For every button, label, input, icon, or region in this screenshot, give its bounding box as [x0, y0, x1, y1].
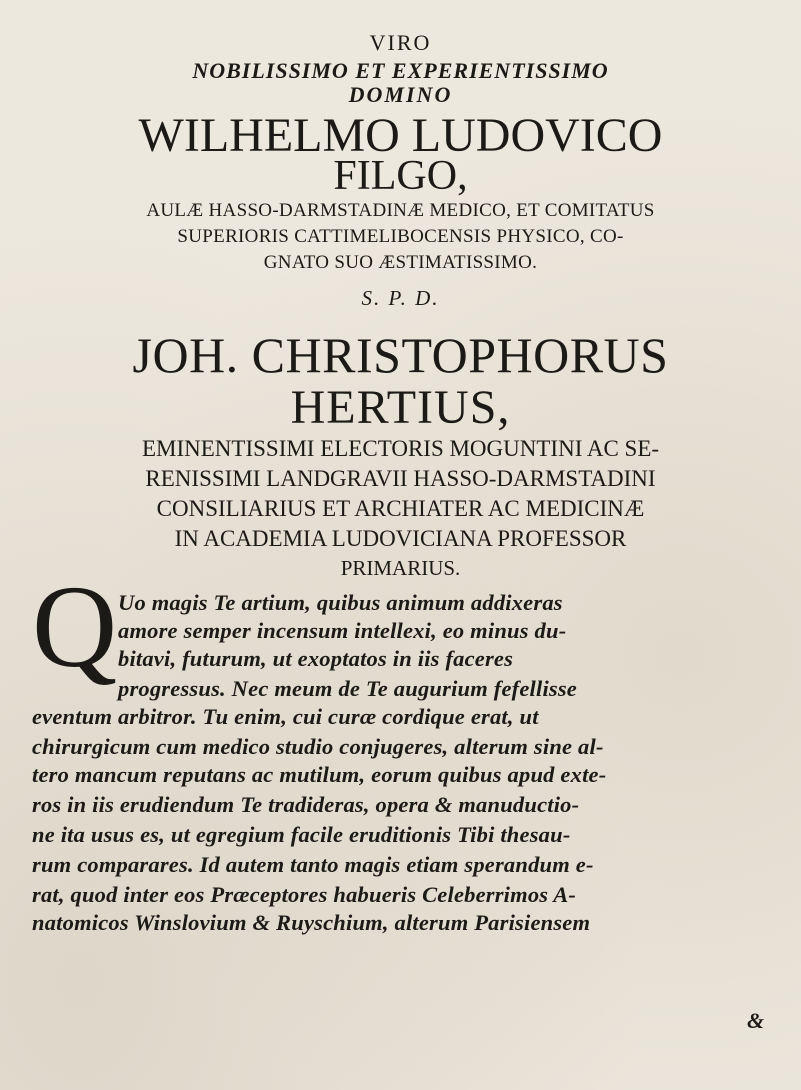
dedicatee-name: WILHELMO LUDOVICO [138, 109, 663, 162]
letter-line: progressus. Nec meum de Te augurium fefellisse [118, 676, 577, 701]
author-surname: HERTIUS, [290, 381, 511, 434]
letter-line: Uo magis Te artium, quibus animum addixeras [118, 590, 563, 615]
author-title-line-2: RENISSIMI LANDGRAVII HASSO-DARMSTADINI [145, 466, 656, 491]
letter-line: ne ita usus es, ut egregium facile eruditionis Tibi thesau- [32, 822, 571, 847]
dedicatee-title-line-1: AULÆ HASSO-DARMSTADINÆ MEDICO, ET COMITATUS [146, 200, 655, 221]
dedicatee-surname: FILGO, [333, 153, 468, 199]
letter-line: ros in iis erudiendum Te tradideras, opera & manuductio- [32, 792, 580, 817]
author-title-line-1: EMINENTISSIMI ELECTORIS MOGUNTINI AC SE- [141, 436, 660, 461]
author-title-line-4: IN ACADEMIA LUDOVICIANA PROFESSOR [174, 526, 627, 551]
dedication-line-viro: VIRO [369, 30, 432, 55]
dedicatee-title-line-2: SUPERIORIS CATTIMELIBOCENSIS PHYSICO, CO- [177, 226, 624, 247]
dedicatee-title-line-3: GNATO SUO ÆSTIMATISSIMO. [263, 252, 538, 273]
letter-line: natomicos Winslovium & Ruyschium, alterum Parisiensem [32, 910, 591, 935]
letter-line: chirurgicum cum medico studio conjugeres, alterum sine al- [32, 734, 604, 759]
dedication-line-epithets: NOBILISSIMO ET EXPERIENTISSIMO [192, 58, 609, 83]
letter-line: rat, quod inter eos Præceptores habueris Celeberrimos A- [32, 882, 577, 907]
letter-line: bitavi, futurum, ut exoptatos in iis faceres [118, 646, 514, 671]
author-title-line-3: CONSILIARIUS ET ARCHIATER AC MEDICINÆ [156, 496, 645, 521]
dedication-line-domino: DOMINO [348, 82, 453, 107]
author-title-line-5: PRIMARIUS. [340, 556, 461, 580]
letter-line: tero mancum reputans ac mutilum, eorum quibus apud exte- [32, 762, 607, 787]
salutation: S. P. D. [361, 286, 440, 310]
author-name: JOH. CHRISTOPHORUS [132, 327, 669, 383]
letter-line: rum comparares. Id autem tanto magis etiam sperandum e- [32, 852, 594, 877]
letter-line: eventum arbitror. Tu enim, cui curæ cordique erat, ut [32, 704, 539, 729]
catchword: & [747, 1008, 765, 1033]
drop-cap: Q [32, 561, 118, 692]
letter-line: amore semper incensum intellexi, eo minus du- [118, 618, 567, 643]
